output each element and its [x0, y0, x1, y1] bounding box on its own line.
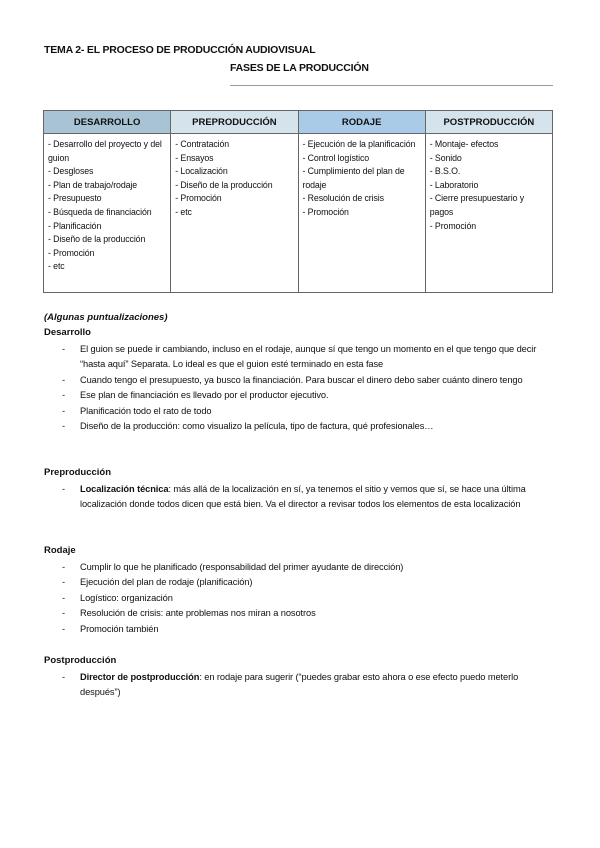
table-cell-item: - Localización — [175, 166, 228, 177]
bullet-dash: - — [62, 405, 65, 416]
list-postproduccion — [44, 670, 554, 701]
table-cell-item: - Planificación — [48, 220, 102, 231]
header-desarrollo: DESARROLLO — [44, 111, 171, 134]
list-item: - El guion se puede ir cambiando, incluso en el rodaje, aunque sí que tengo un momento en el que tengo que decir “hasta aquí” Separata. Lo ideal es que el guion esté terminado en esta fase — [62, 344, 537, 370]
table-cell-item: - Contratación — [175, 139, 230, 149]
header-preproduccion: PREPRODUCCIÓN — [171, 111, 298, 134]
document-subtitle: FASES DE LA PRODUCCIÓN — [230, 62, 369, 74]
document-title: TEMA 2- EL PROCESO DE PRODUCCIÓN AUDIOVISUAL — [44, 44, 316, 56]
bullet-dash: - — [62, 592, 65, 603]
heading-postproduccion: Postproducción — [44, 655, 117, 666]
table-cell-item: - Ensayos — [175, 152, 214, 163]
table-header-row — [44, 111, 553, 134]
table-cell-item: - Promoción — [48, 247, 95, 258]
list-desarrollo — [44, 342, 554, 434]
table-cell-item: - Control logístico — [302, 152, 370, 163]
table-cell-item: - etc — [48, 261, 65, 272]
list-item: - Director de postproducción: en rodaje para sugerir (“puedes grabar esto ahora o ese efecto puedo meterlo después”) — [62, 672, 519, 698]
heading-preproduccion: Preproducción — [44, 467, 112, 478]
heading-rodaje: Rodaje — [44, 545, 76, 556]
table-body-row — [44, 134, 553, 293]
bullet-dash: - — [62, 577, 65, 588]
list-item: - Resolución de crisis: ante problemas nos miran a nosotros — [44, 606, 554, 621]
list-item: - Cumplir lo que he planificado (responsabilidad del primer ayudante de dirección) — [44, 560, 554, 575]
bullet-dash: - — [62, 623, 65, 634]
bullet-dash: - — [62, 421, 65, 432]
heading-desarrollo: Desarrollo — [44, 327, 91, 338]
column-postproduccion — [425, 134, 552, 293]
header-rodaje: RODAJE — [298, 111, 425, 134]
column-preproduccion — [171, 134, 298, 293]
phases-table — [43, 110, 553, 293]
table-cell-item: - Promoción — [429, 220, 477, 231]
table-cell-item: - Plan de trabajo/rodaje — [48, 179, 138, 190]
list-item: - Planificación todo el rato de todo — [44, 404, 554, 419]
bullet-dash: - — [62, 374, 65, 385]
list-item: - Ejecución del plan de rodaje (planificación) — [44, 575, 554, 590]
list-item: - Diseño de la producción: como visualizo la película, tipo de factura, qué profesionales… — [44, 419, 554, 434]
table-cell-item: - Cumplimiento del plan de rodaje — [302, 166, 405, 190]
list-item: - Localización técnica: más allá de la localización en sí, ya tenemos el sitio y vemos que sí, se hace una última localización donde todos dicen que está bien. Va el director a revisar todos los elementos de esta localización — [62, 484, 526, 510]
table-cell-item: - Promoción — [175, 193, 222, 204]
column-desarrollo — [44, 134, 171, 293]
list-preproduccion — [44, 482, 554, 513]
table-cell-item: - B.S.O. — [429, 166, 461, 177]
table-cell-item: - Presupuesto — [48, 193, 102, 204]
table-cell-item: - Búsqueda de financiación — [48, 206, 152, 217]
table-cell-item: - Diseño de la producción — [48, 234, 146, 245]
bullet-dash: - — [62, 562, 65, 572]
bullet-dash: - — [62, 390, 65, 401]
list-item: - Ese plan de financiación es llevado por el productor ejecutivo. — [44, 388, 554, 403]
table-cell-item: - Ejecución de la planificación — [302, 139, 416, 149]
notes-subtitle: (Algunas puntualizaciones) — [44, 312, 168, 323]
table-cell-item: - Montaje- efectos — [429, 139, 499, 149]
column-rodaje — [298, 134, 425, 293]
table-cell-item: - Laboratorio — [429, 179, 479, 190]
table-cell-item: - Desarrollo del proyecto y del guion — [48, 139, 162, 163]
bullet-dash: - — [62, 344, 65, 354]
table-cell-item: - Sonido — [429, 152, 462, 163]
table-cell-item: - Promoción — [302, 206, 349, 217]
bullet-dash: - — [62, 608, 65, 619]
table-cell-item: - Desgloses — [48, 166, 94, 177]
bullet-dash: - — [62, 672, 65, 682]
list-rodaje — [44, 560, 554, 637]
list-item: - Promoción también — [44, 622, 554, 637]
list-item: - Logístico: organización — [44, 591, 554, 606]
title-divider — [230, 85, 553, 86]
list-item: - Cuando tengo el presupuesto, ya busco la financiación. Para buscar el dinero debo saber cuánto dinero tengo — [44, 373, 554, 388]
table-cell-item: - Diseño de la producción — [175, 179, 273, 190]
table-cell-item: - Cierre presupuestario y pagos — [429, 193, 525, 217]
table-cell-item: - Resolución de crisis — [302, 193, 384, 204]
bullet-dash: - — [62, 484, 65, 494]
header-postproduccion: POSTPRODUCCIÓN — [425, 111, 552, 134]
table-cell-item: - etc — [175, 206, 192, 217]
